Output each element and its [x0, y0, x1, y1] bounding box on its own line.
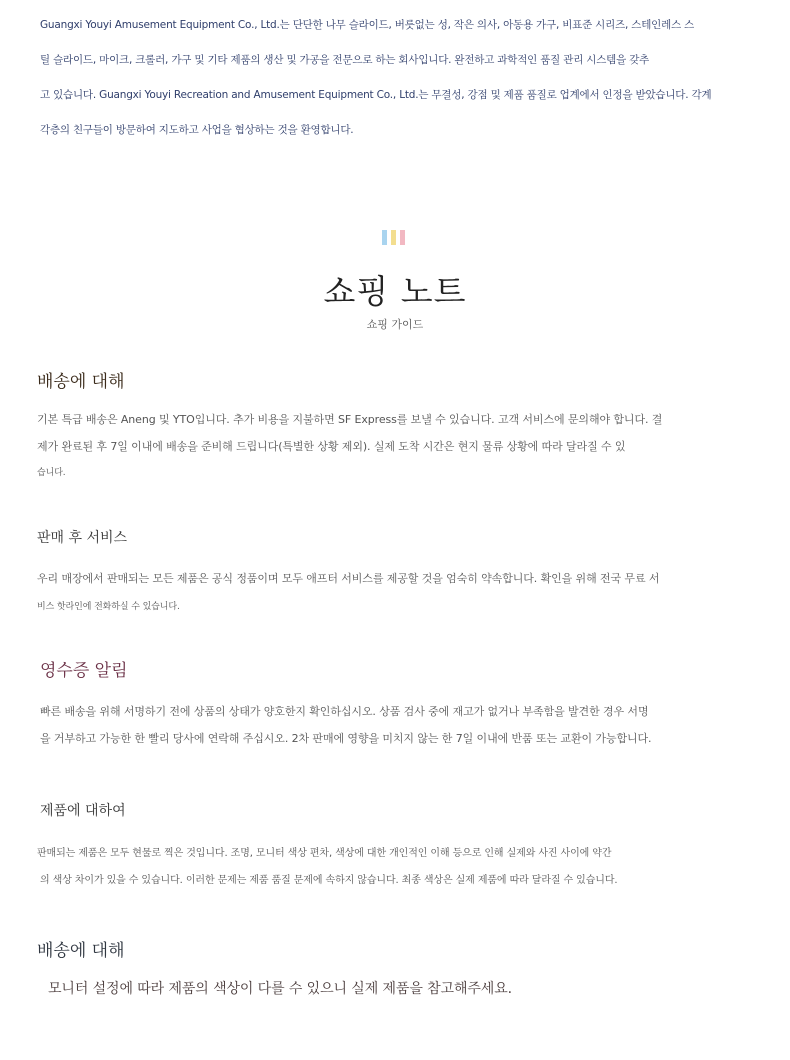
section-line: 의 색상 차이가 있을 수 있습니다. 이러한 문제는 제품 품질 문제에 속하지 않습니다. 최종 색상은 실제 제품에 따라 달라질 수 있습니다.: [40, 875, 618, 886]
page-title: 쇼핑 노트: [323, 272, 467, 311]
section-line: 을 거부하고 가능한 한 빨리 당사에 연락해 주십시오. 2차 판매에 영향을 미치지 않는 한 7일 이내에 반품 또는 교환이 가능합니다.: [40, 732, 652, 745]
color-bar-yellow: [391, 230, 396, 245]
section-shipping-color-note: [37, 936, 752, 1001]
color-bar-blue: [382, 230, 387, 245]
intro-line: 고 있습니다. Guangxi Youyi Recreation and Amusement Equipment Co., Ltd.는 무결성, 강점 및 제품 품질로 업계에서 인정을 받았습니다. 각계: [40, 89, 712, 101]
section-receipt-notice: [40, 656, 755, 752]
section-line: 우리 매장에서 판매되는 모든 제품은 공식 정품이며 모두 애프터 서비스를 제공할 것을 엄숙히 약속합니다. 확인을 위해 전국 무료 서: [37, 572, 660, 585]
section-about-product: [37, 800, 755, 894]
section-line: 판매되는 제품은 모두 현물로 찍은 것입니다. 조명, 모니터 색상 편차, 색상에 대한 개인적인 이해 등으로 인해 실제와 사진 사이에 약간: [37, 848, 612, 859]
section-after-sales: [37, 527, 752, 621]
section-line: 빠른 배송을 위해 서명하기 전에 상품의 상태가 양호한지 확인하십시오. 상품 검사 중에 재고가 없거나 부족함을 발견한 경우 서명: [40, 705, 649, 718]
section-body: [40, 698, 755, 752]
section-line: 기본 특급 배송은 Aneng 및 YTO입니다. 추가 비용을 지불하면 SF Express를 보낼 수 있습니다. 고객 서비스에 문의해야 합니다. 결: [37, 413, 663, 426]
color-bar-pink: [400, 230, 405, 245]
intro-line: Guangxi Youyi Amusement Equipment Co., Ltd.는 단단한 나무 슬라이드, 버릇없는 성, 작은 의사, 아동용 가구, 비표준 시리즈, 스테인레스 스: [40, 19, 695, 31]
intro-line: 틸 슬라이드, 마이크, 크롤러, 가구 및 기타 제품의 생산 및 가공을 전문으로 하는 회사입니다. 완전하고 과학적인 품질 관리 시스템을 갖추: [40, 54, 650, 66]
intro-line: 각층의 친구들이 방문하여 지도하고 사업을 협상하는 것을 환영합니다.: [40, 124, 354, 136]
section-line: 제가 완료된 후 7일 이내에 배송을 준비해 드립니다(특별한 상황 제외). 실제 도착 시간은 현지 물류 상황에 따라 달라질 수 있: [37, 440, 626, 453]
section-body: [37, 840, 755, 894]
section-shipping: [37, 367, 752, 487]
section-title: 판매 후 서비스: [37, 530, 128, 546]
section-title: 영수증 알림: [40, 661, 128, 681]
section-body: [37, 565, 752, 621]
company-intro: [40, 8, 750, 148]
decorative-color-bars: [382, 230, 409, 245]
section-title: 배송에 대해: [37, 372, 125, 392]
section-body: [48, 977, 752, 1001]
section-title: 제품에 대하여: [40, 803, 126, 819]
section-line: 습니다.: [37, 468, 66, 478]
section-line: 모니터 설정에 따라 제품의 색상이 다를 수 있으니 실제 제품을 참고해주세요.: [48, 981, 512, 997]
section-line: 비스 핫라인에 전화하실 수 있습니다.: [37, 602, 180, 612]
section-title: 배송에 대해: [37, 941, 125, 961]
section-body: [37, 406, 752, 487]
page-subtitle: 쇼핑 가이드: [366, 318, 424, 331]
